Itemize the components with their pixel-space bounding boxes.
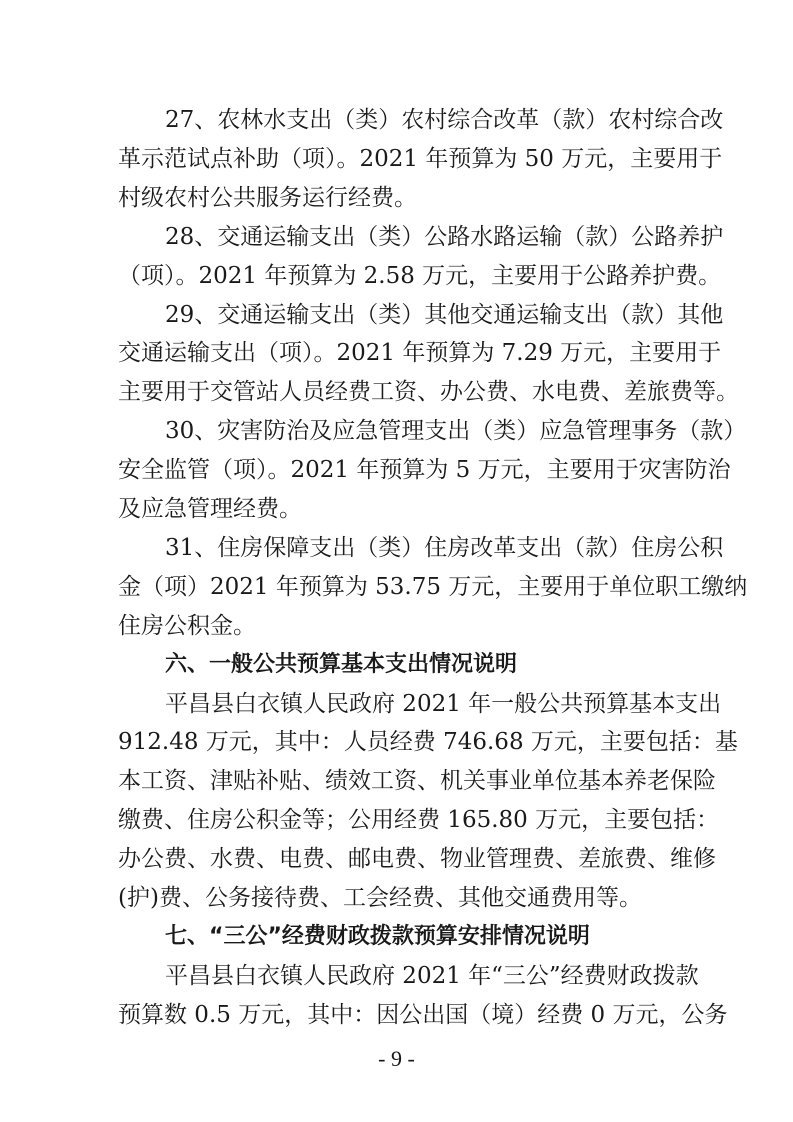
text-line: 交通运输支出（项）。2021 年预算为 7.29 万元，主要用于	[118, 340, 722, 367]
text-line: 预算数 0.5 万元，其中：因公出国（境）经费 0 万元，公务	[118, 1001, 728, 1028]
page-number: - 9 -	[378, 1046, 415, 1071]
text-line: (护)费、公务接待费、工会经费、其他交通费用等。	[118, 885, 642, 911]
text-line: 住房公积金。	[118, 612, 256, 639]
text-line: 办公费、水费、电费、邮电费、物业管理费、差旅费、维修	[118, 846, 716, 873]
text-line: 平昌县白衣镇人民政府 2021 年“三公”经费财政拨款	[165, 962, 699, 989]
text-line: 及应急管理经费。	[118, 496, 302, 522]
text-line: 安全监管（项）。2021 年预算为 5 万元，主要用于灾害防治	[118, 457, 731, 484]
text-line: 27、农林水支出（类）农村综合改革（款）农村综合改	[165, 107, 724, 133]
text-line: 主要用于交管站人员经费工资、办公费、水电费、差旅费等。	[118, 379, 739, 406]
text-line: 平昌县白衣镇人民政府 2021 年一般公共预算基本支出	[165, 690, 722, 717]
text-line: 缴费、住房公积金等；公用经费 165.80 万元，主要包括：	[118, 807, 720, 834]
text-line: 29、交通运输支出（类）其他交通运输支出（款）其他	[165, 301, 724, 328]
section-heading: 七、“三公”经费财政拨款预算安排情况说明	[165, 923, 590, 949]
text-line: 28、交通运输支出（类）公路水路运输（款）公路养护	[165, 223, 724, 250]
text-line: 金（项）2021 年预算为 53.75 万元，主要用于单位职工缴纳	[118, 573, 748, 600]
text-line: 30、灾害防治及应急管理支出（类）应急管理事务（款）	[165, 418, 747, 445]
text-line: （项）。2021 年预算为 2.58 万元，主要用于公路养护费。	[118, 262, 722, 289]
text-line: 31、住房保障支出（类）住房改革支出（款）住房公积	[165, 534, 724, 561]
section-heading: 六、一般公共预算基本支出情况说明	[165, 651, 518, 677]
text-line: 村级农村公共服务运行经费。	[118, 184, 417, 211]
text-line: 革示范试点补助（项）。2021 年预算为 50 万元，主要用于	[118, 145, 723, 172]
text-line: 912.48 万元，其中：人员经费 746.68 万元，主要包括：基	[118, 729, 738, 756]
text-line: 本工资、津贴补贴、绩效工资、机关事业单位基本养老保险	[118, 768, 716, 795]
